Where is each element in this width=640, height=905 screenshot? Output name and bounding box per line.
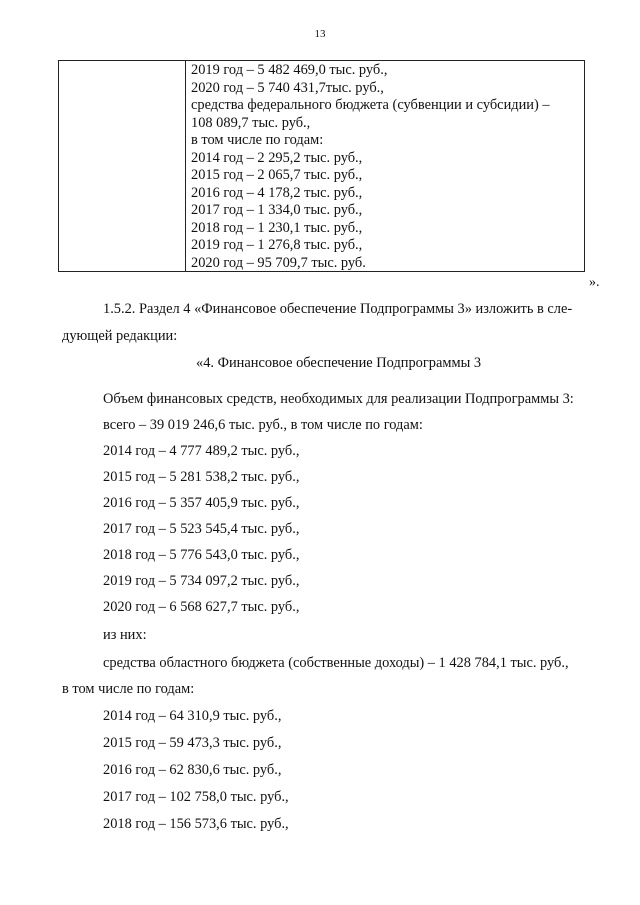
table-line: 2017 год – 1 334,0 тыс. руб., <box>191 202 363 218</box>
table-line: в том числе по годам: <box>191 132 324 148</box>
year-total-line: 2015 год – 5 281 538,2 тыс. руб., <box>103 469 300 485</box>
regional-budget-line: в том числе по годам: <box>62 681 195 697</box>
table-column-divider <box>185 61 186 271</box>
table-line: 2014 год – 2 295,2 тыс. руб., <box>191 149 363 166</box>
year-total-line: 2020 год – 6 568 627,7 тыс. руб., <box>103 599 300 615</box>
table-line: 2018 год – 1 230,1 тыс. руб., <box>191 219 363 236</box>
table-cell-content <box>191 62 550 272</box>
year-regional-line: 2018 год – 156 573,6 тыс. руб., <box>103 816 289 832</box>
year-regional-line: 2016 год – 62 830,6 тыс. руб., <box>103 762 282 778</box>
amendment-item-line: дующей редакции: <box>62 328 178 344</box>
year-total-line: 2019 год – 5 734 097,2 тыс. руб., <box>103 573 300 589</box>
table-line: 108 089,7 тыс. руб., <box>191 114 311 131</box>
intro-line: Объем финансовых средств, необходимых для реализации Подпрограммы 3: <box>103 391 574 407</box>
page-number: 13 <box>314 28 326 40</box>
of-them-line: из них: <box>103 627 147 643</box>
table-line: 2019 год – 1 276,8 тыс. руб., <box>191 237 363 253</box>
table-line: 2016 год – 4 178,2 тыс. руб., <box>191 184 363 201</box>
table-line: 2020 год – 95 709,7 тыс. руб. <box>191 254 366 271</box>
table-line: 2019 год – 5 482 469,0 тыс. руб., <box>191 62 388 78</box>
year-total-line: 2014 год – 4 777 489,2 тыс. руб., <box>103 443 300 459</box>
table-line: средства федерального бюджета (субвенции и субсидии) – <box>191 97 550 113</box>
year-total-line: 2017 год – 5 523 545,4 тыс. руб., <box>103 521 300 537</box>
year-total-line: 2016 год – 5 357 405,9 тыс. руб., <box>103 495 300 511</box>
year-total-line: 2018 год – 5 776 543,0 тыс. руб., <box>103 547 300 563</box>
section-heading: «4. Финансовое обеспечение Подпрограммы 3 <box>196 355 482 371</box>
table-line: 2020 год – 5 740 431,7тыс. руб., <box>191 79 384 96</box>
total-line: всего – 39 019 246,6 тыс. руб., в том числе по годам: <box>103 417 423 433</box>
table-line: 2015 год – 2 065,7 тыс. руб., <box>191 167 363 183</box>
year-regional-line: 2014 год – 64 310,9 тыс. руб., <box>103 708 282 724</box>
closing-quote: ». <box>589 275 600 290</box>
amendment-item-line: 1.5.2. Раздел 4 «Финансовое обеспечение Подпрограммы 3» изложить в сле- <box>103 301 573 317</box>
year-regional-line: 2017 год – 102 758,0 тыс. руб., <box>103 789 289 805</box>
funding-table <box>58 60 585 272</box>
year-regional-line: 2015 год – 59 473,3 тыс. руб., <box>103 735 282 751</box>
regional-budget-line: средства областного бюджета (собственные доходы) – 1 428 784,1 тыс. руб., <box>103 655 569 671</box>
